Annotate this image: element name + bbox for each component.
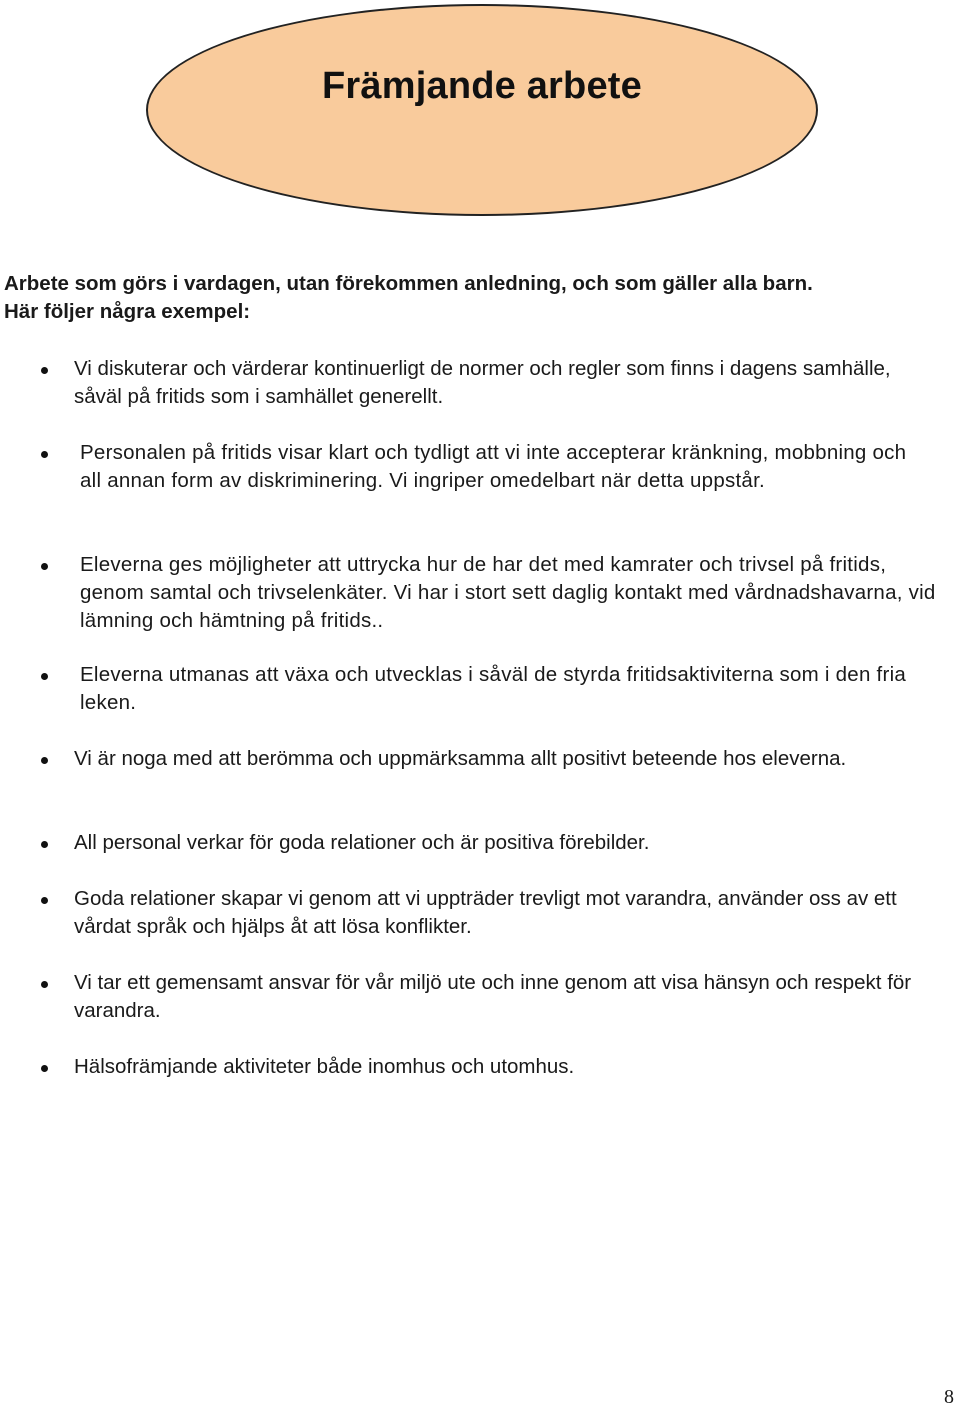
bullet-icon	[41, 367, 48, 374]
list-item	[80, 551, 942, 635]
list-item	[74, 969, 942, 1025]
intro-text	[4, 270, 944, 326]
list-item-text: Hälsofrämjande aktiviteter både inomhus och utomhus.	[74, 1055, 575, 1078]
list-item	[74, 355, 934, 411]
title-oval	[146, 4, 818, 216]
bullet-icon	[41, 981, 48, 988]
list-item-text: Vi tar ett gemensamt ansvar för vår miljö ute och inne genom att visa hänsyn och respekt för varandra.	[74, 971, 912, 1022]
list-item-text: Eleverna utmanas att växa och utvecklas i såväl de styrda fritidsaktiviterna som i den fria leken.	[80, 663, 907, 714]
list-item	[74, 1053, 934, 1081]
intro-line-1: Arbete som görs i vardagen, utan förekommen anledning, och som gäller alla barn.	[4, 272, 813, 295]
bullet-icon	[41, 563, 48, 570]
bullet-icon	[41, 1065, 48, 1072]
bullet-icon	[41, 673, 48, 680]
bullet-icon	[41, 451, 48, 458]
list-item-text: Personalen på fritids visar klart och tydligt att vi inte accepterar kränkning, mobbning och all annan form av diskriminering. Vi ingriper omedelbart när detta uppstår.	[80, 441, 907, 492]
page-title: Främjande arbete	[322, 64, 642, 107]
bullet-icon	[41, 841, 48, 848]
list-item-text: All personal verkar för goda relationer och är positiva förebilder.	[74, 831, 650, 854]
bullet-icon	[41, 897, 48, 904]
list-item-text: Goda relationer skapar vi genom att vi uppträder trevligt mot varandra, använder oss av ett vårdat språk och hjälps åt att lösa konflikter.	[74, 887, 897, 938]
list-item	[74, 745, 894, 773]
list-item-text: Eleverna ges möjligheter att uttrycka hur de har det med kamrater och trivsel på fritids, genom samtal och trivselenkäter. Vi har i stort sett daglig kontakt med vårdnadshavarna, vid lämning och hämtning på fritids..	[80, 553, 936, 632]
bullet-icon	[41, 757, 48, 764]
list-item-text: Vi är noga med att berömma och uppmärksamma allt positivt beteende hos eleverna.	[74, 747, 847, 770]
page-number: 8	[944, 1386, 954, 1408]
intro-line-2: Här följer några exempel:	[4, 300, 251, 323]
list-item	[80, 661, 942, 717]
list-item-text: Vi diskuterar och värderar kontinuerligt de normer och regler som finns i dagens samhälle, såväl på fritids som i samhället generellt.	[74, 357, 891, 408]
list-item	[74, 829, 934, 857]
list-item	[74, 885, 934, 941]
list-item	[80, 439, 930, 495]
